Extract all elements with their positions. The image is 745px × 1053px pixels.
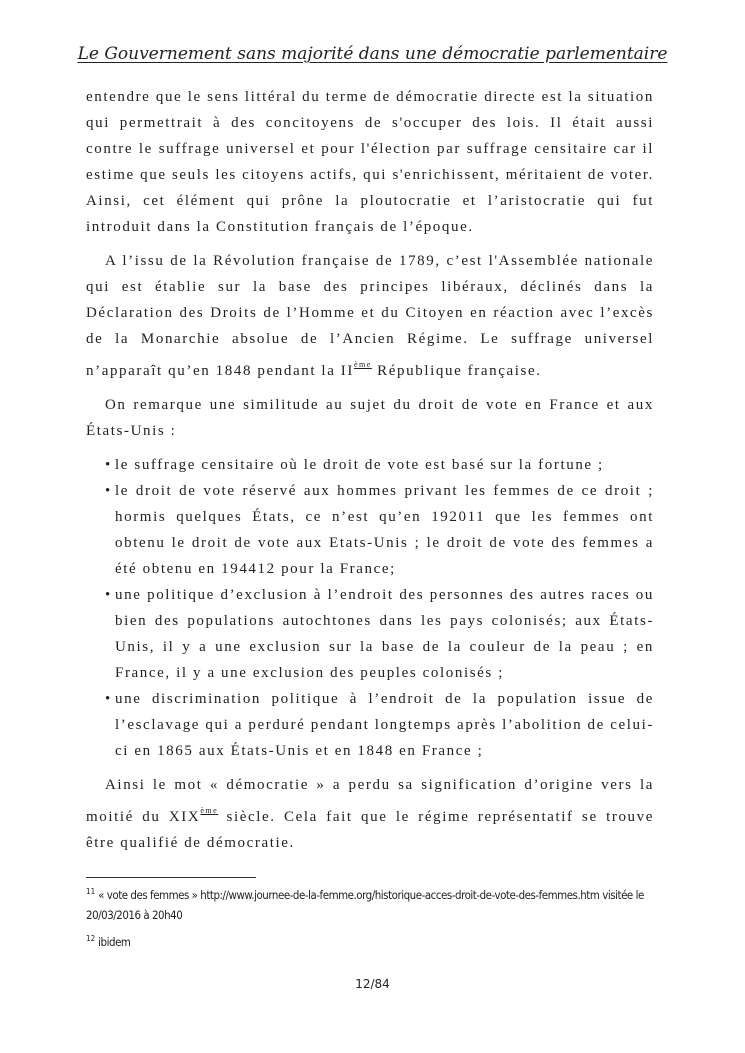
footnote-number: 11 <box>86 887 96 896</box>
footnote <box>86 929 661 952</box>
list-item <box>86 582 654 686</box>
list-item-text: une discrimination politique à l’endroit de la population issue de l’esclavage qui a perduré pendant longtemps après l’abolition de celui-ci en 1865 aux États-Unis et en 1848 en France ; <box>115 691 654 759</box>
footnote-ref[interactable]: 11 <box>467 509 486 525</box>
footnote-text: ibidem <box>98 935 131 949</box>
bullet-list <box>86 452 654 764</box>
bullet-icon: • <box>105 587 111 603</box>
paragraph-text: A l’issu de la Révolution française de 1789, c’est l'Assemblée nationale qui est établie sur la base des principes libéraux, déclinés dans la Déclaration des Droits de l’Homme et du Citoyen en réaction avec l’excès de la Monarchie absolue de l’Ancien Régime. Le suffrage universel n’apparaît qu’en 1848 pendant la II <box>86 253 654 379</box>
paragraph <box>86 248 654 384</box>
footnote <box>86 882 661 925</box>
bullet-icon: • <box>105 483 111 499</box>
list-item <box>86 478 654 582</box>
list-item-text: pour la France; <box>275 561 396 577</box>
paragraph: On remarque une similitude au sujet du droit de vote en France et aux États-Unis : <box>86 397 654 439</box>
list-item <box>86 452 654 478</box>
list-item-text: une politique d’exclusion à l’endroit des personnes des autres races ou bien des populations autochtones dans les pays colonisés; aux États-Unis, il y a une exclusion sur la base de la couleur de la peau ; en France, il y a une exclusion des peuples colonisés ; <box>115 587 654 681</box>
paragraph: entendre que le sens littéral du terme de démocratie directe est la situation qui permettrait à des concitoyens de s'occuper des lois. Il était aussi contre le suffrage universel et pour l'élection par suffrage censitaire car il estime que seuls les citoyens actifs, qui s'enrichissent, méritaient de voter. Ainsi, cet élément qui prône la ploutocratie et l’aristocratie qui fut introduit dans la Constitution français de l’époque. <box>86 89 654 235</box>
list-item-text: le droit de vote réservé aux hommes privant les femmes de ce droit ; hormis quelques États, ce n’est qu’en 1920 <box>115 483 654 525</box>
paragraph-text: siècle. Cela fait que le régime représentatif se trouve être qualifié de démocratie. <box>86 809 654 851</box>
list-item <box>86 686 654 764</box>
footnote-text: « vote des femmes » http://www.journee-de-la-femme.org/historique-acces-droit-de-vote-des-femmes.htm visitée le 20/03/2016 à 20h40 <box>86 888 644 922</box>
paragraph <box>86 772 654 856</box>
footnote-separator <box>86 877 256 878</box>
bullet-icon: • <box>105 457 111 473</box>
paragraph-text: Ainsi le mot « démocratie » a perdu sa signification d’origine vers la moitié du XIX <box>86 777 654 825</box>
superscript: ème <box>200 806 219 815</box>
superscript: ème <box>354 360 372 369</box>
page-number: 12/84 <box>355 977 390 991</box>
footnote-number: 12 <box>86 934 96 943</box>
page-header-title: Le Gouvernement sans majorité dans une démocratie parlementaire <box>77 44 668 64</box>
list-item-text: que les femmes ont obtenu le droit de vote aux Etats-Unis ; le droit de vote des femmes a été obtenu en 1944 <box>115 509 654 577</box>
list-item-text: le suffrage censitaire où le droit de vote est basé sur la fortune ; <box>115 457 604 473</box>
bullet-icon: • <box>105 691 111 707</box>
paragraph-text: République française. <box>371 363 542 379</box>
footnote-ref[interactable]: 12 <box>257 561 276 577</box>
document-body <box>86 84 654 864</box>
